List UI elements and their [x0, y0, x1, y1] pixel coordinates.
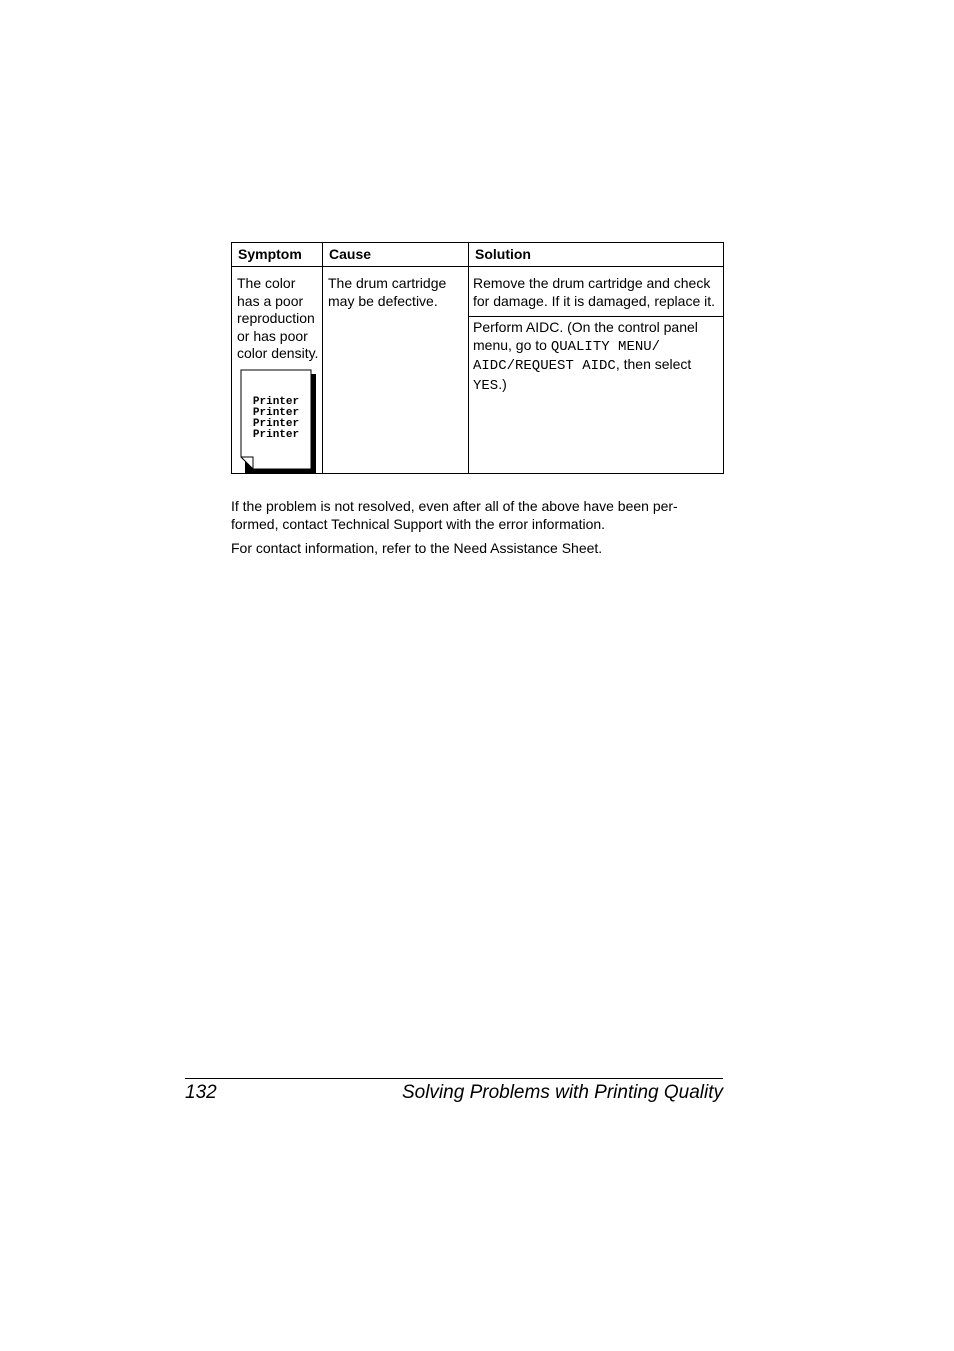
table-row	[232, 267, 724, 317]
table-header-row	[232, 243, 724, 267]
solution2-text-b: , then select	[615, 356, 692, 372]
paragraph-contact: For contact information, refer to the Need Assistance Sheet.	[231, 540, 603, 556]
header-symptom: Symptom	[232, 243, 323, 267]
page-number: 132	[185, 1082, 217, 1103]
sample-line-1: Printer	[252, 395, 300, 408]
solution-cell-1: Remove the drum cartridge and check for damage. If it is damaged, replace it.	[469, 267, 724, 317]
solution2-code-a: QUALITY MENU/ AIDC/REQUEST AIDC	[473, 338, 661, 374]
symptom-text: The color has a poor reproduction or has poor color density.	[237, 275, 319, 361]
symptom-cell	[232, 267, 323, 474]
header-cause: Cause	[323, 243, 469, 267]
solution2-text-c: .)	[498, 375, 507, 392]
solution2-text-a: Perform AIDC. (On the control panel menu, go to	[473, 319, 698, 353]
solution2-code-b: YES	[473, 377, 499, 394]
paragraph-unresolved: If the problem is not resolved, even after all of the above have been per- formed, contact Technical Support with the error information.	[231, 498, 678, 532]
sample-line-4: Printer	[252, 428, 300, 441]
footer-divider	[185, 1078, 723, 1079]
troubleshooting-table	[231, 242, 724, 474]
header-solution: Solution	[469, 243, 724, 267]
cause-cell: The drum cartridge may be defective.	[323, 267, 469, 474]
sample-line-3: Printer	[252, 417, 300, 430]
sample-print-image	[240, 369, 316, 473]
solution-cell-2	[469, 317, 724, 474]
footer-title: Solving Problems with Printing Quality	[401, 1082, 723, 1103]
sample-line-2: Printer	[252, 406, 300, 419]
